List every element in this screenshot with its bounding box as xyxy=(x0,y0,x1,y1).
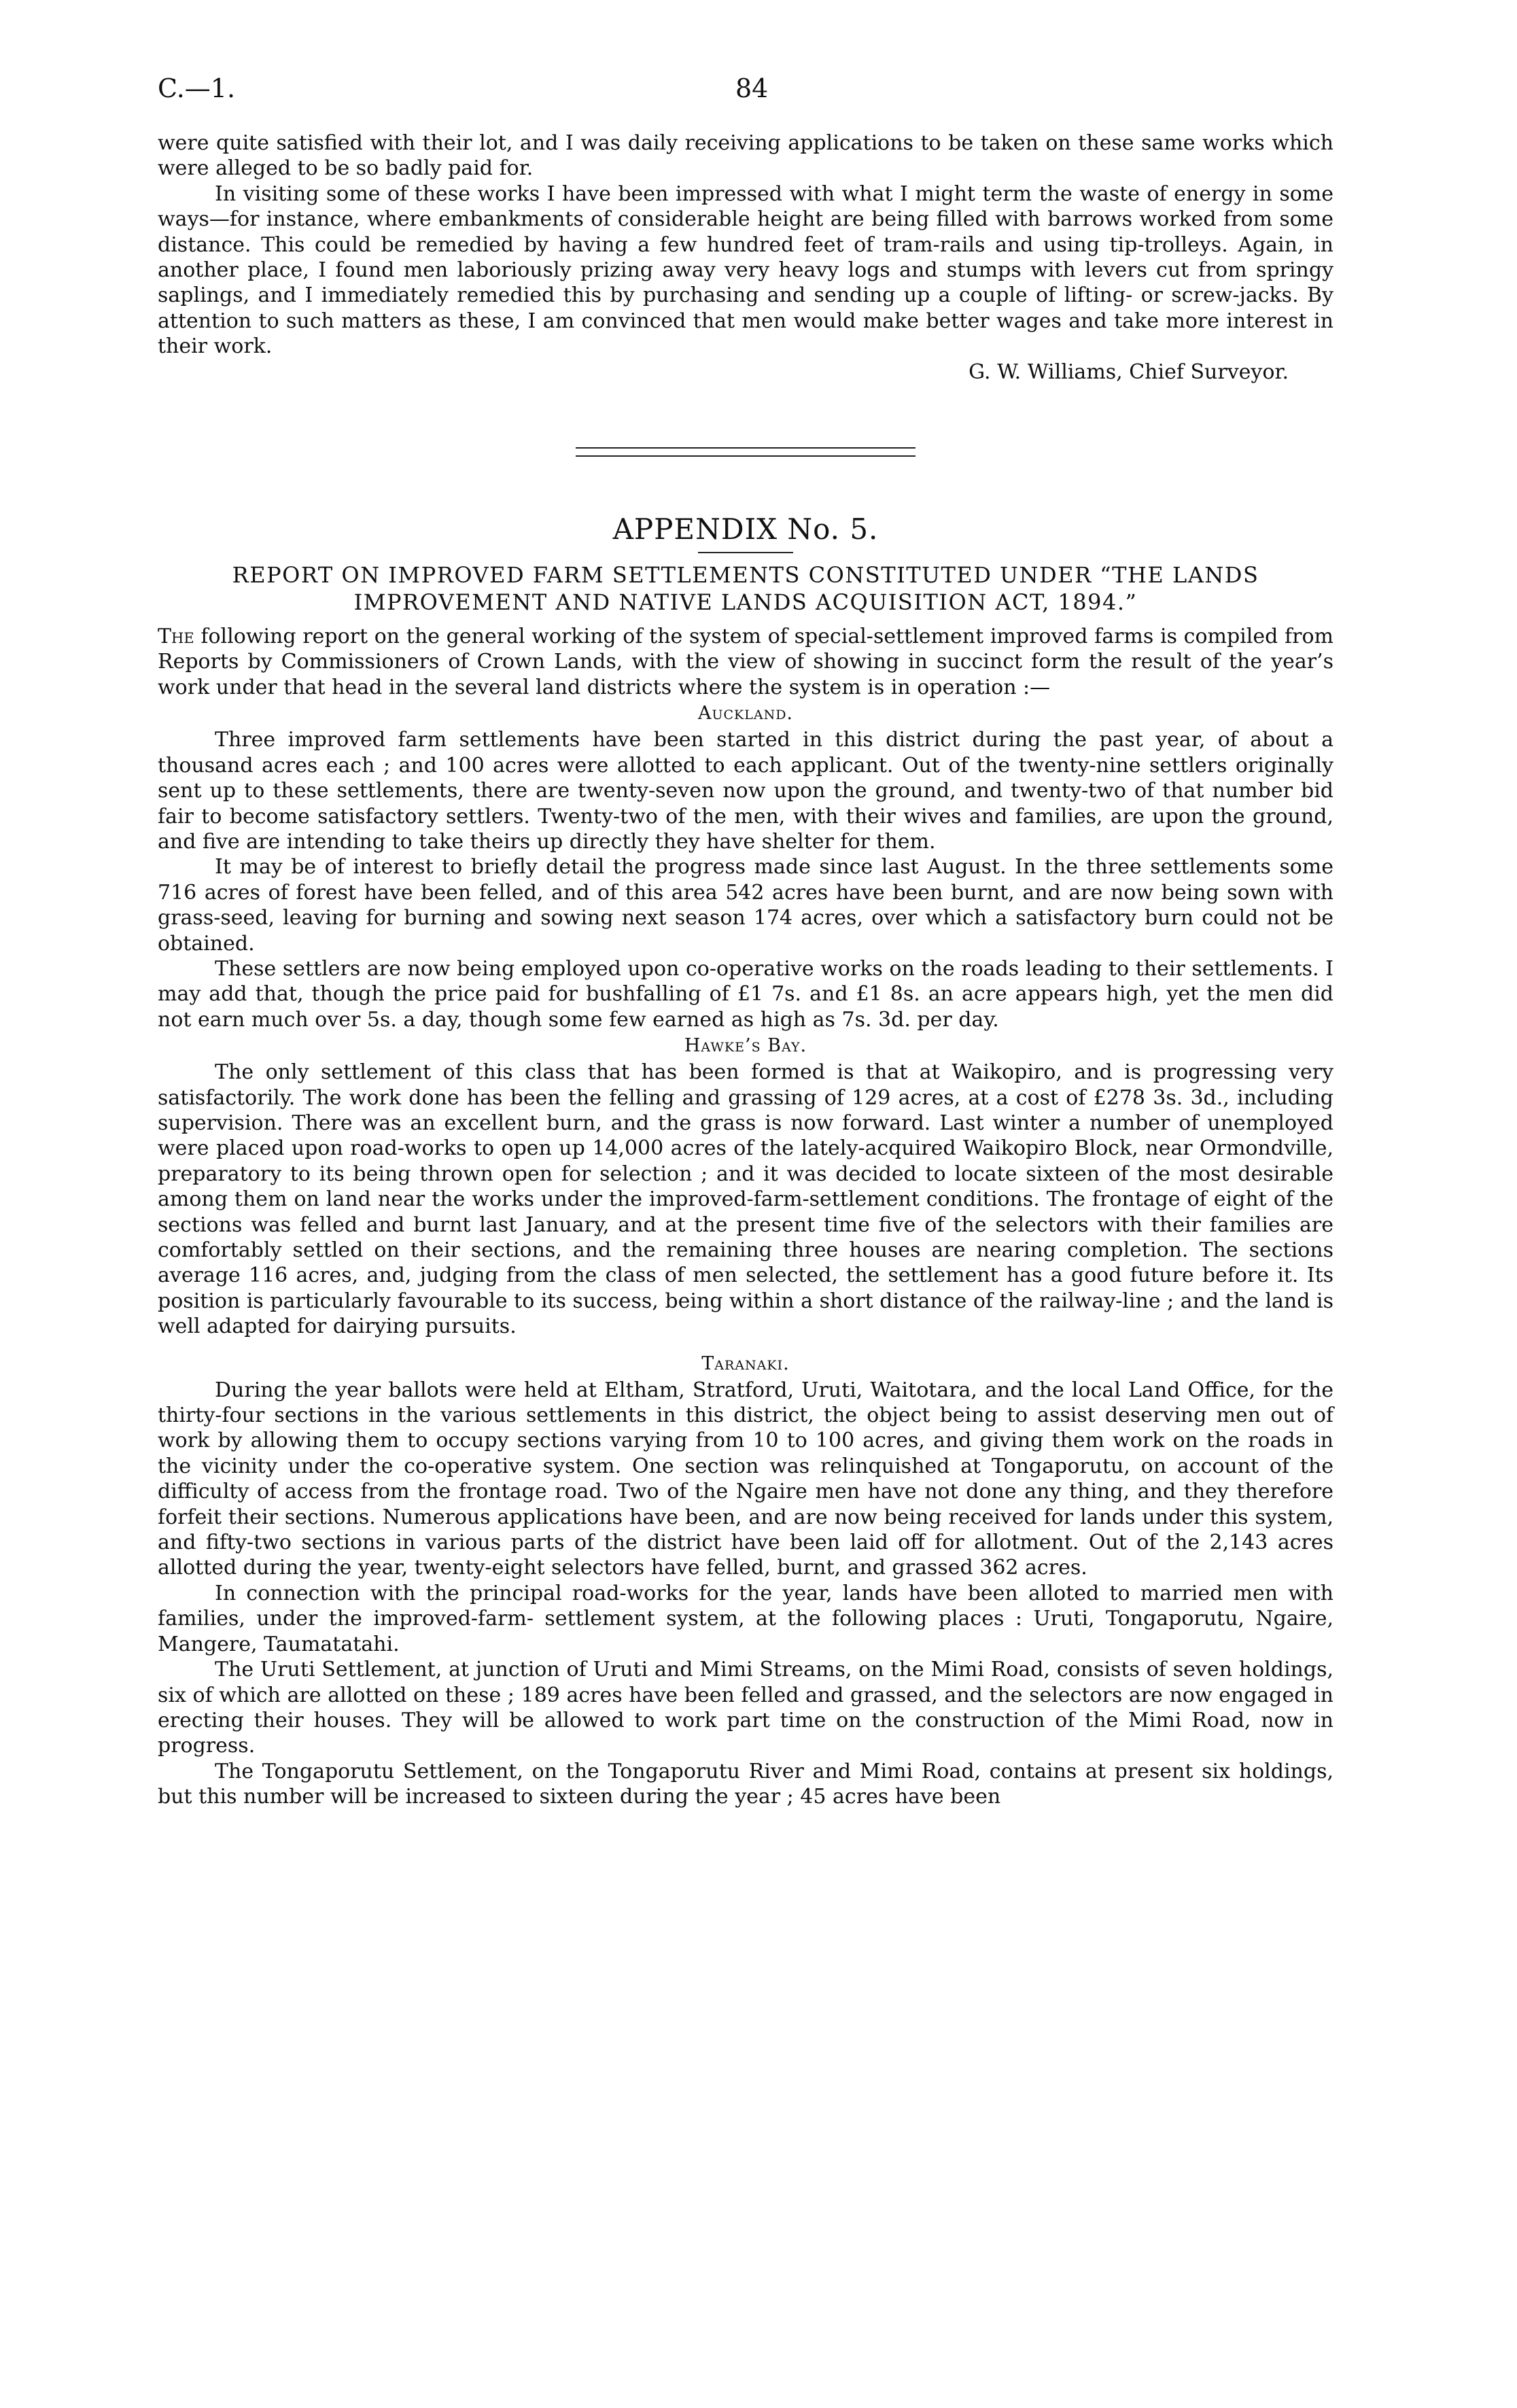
heading-hawkes-bay: Hawke’s Bay. xyxy=(684,1035,807,1057)
intro-paragraph-2: In visiting some of these works I have been impressed with what I might term the waste of energy in some ways—for instance, where embankments of considerable height are being filled with barrows worked from some distance. This could be remedied by having a few hundred feet of tram-rails and using tip-trolleys. Again, in another place, I found men laboriously prizing away very heavy logs and stumps with levers cut from springy saplings, and I immediately remedied this by purchasing and sending up a couple of lifting- or screw-jacks. By attention to such matters as these, I am convinced that men would make better wages and take more interest in their work. xyxy=(158,181,1333,359)
hawkes-bay-paragraph-1: The only settlement of this class that has been formed is that at Waikopiro, and is progressing very satisfactorily. The work done has been the felling and grassing of 129 acres, at a cost of £278 3s. 3d., including supervision. There was an excellent burn, and the grass is now forward. Last winter a number of unemployed were placed upon road-works to open up 14,000 acres of the lately-acquired Waikopiro Block, near Ormondville, preparatory to its being thrown open for selection ; and it was decided to locate sixteen of the most desirable among them on land near the works under the improved-farm-settlement conditions. The frontage of eight of the sections was felled and burnt last January, and at the present time five of the selectors with their families are comfortably settled on their sections, and the remaining three houses are nearing completion. The sections average 116 acres, and, judging from the class of men selected, the settlement has a good future before it. Its position is particularly favourable to its success, being within a short distance of the railway-line ; and the land is well adapted for dairying pursuits. xyxy=(158,1060,1333,1339)
document-reference: C.—1. xyxy=(158,73,236,103)
page-header xyxy=(158,73,1333,114)
appendix-title: APPENDIX No. 5. xyxy=(612,512,879,546)
report-intro-paragraph xyxy=(158,624,1333,700)
page-body xyxy=(158,130,1333,1810)
lead-word: The xyxy=(158,625,194,649)
auckland-paragraph-3: These settlers are now being employed upon co-operative works on the roads leading to their settlements. I may add that, though the price paid for bushfalling of £1 7s. and £1 8s. an acre appears high, yet the men did not earn much over 5s. a day, though some few earned as high as 7s. 3d. per day. xyxy=(158,956,1333,1032)
heading-taranaki: Taranaki. xyxy=(701,1353,790,1374)
title-underline xyxy=(698,552,793,553)
report-title: REPORT ON IMPROVED FARM SETTLEMENTS CONSTITUTED UNDER “THE LANDS IMPROVEMENT AND NATIVE LANDS ACQUISITION ACT, 1894.” xyxy=(232,562,1259,616)
taranaki-paragraph-2: In connection with the principal road-works for the year, lands have been alloted to married men with families, under the improved-farm- settlement system, at the following places : Uruti, Tongaporutu, Ngaire, Mangere, Taumatatahi. xyxy=(158,1581,1333,1656)
intro-paragraph-1: were quite satisfied with their lot, and I was daily receiving applications to be taken on these same works which were alleged to be so badly paid for. xyxy=(158,131,1333,181)
auckland-paragraph-1: Three improved farm settlements have been started in this district during the past year, of about a thousand acres each ; and 100 acres were allotted to each applicant. Out of the twenty-nine settlers originally sent up to these settlements, there are twenty-seven now upon the ground, and twenty-two of that number bid fair to become satisfactory settlers. Twenty-two of the men, with their wives and families, are upon the ground, and five are intending to take theirs up directly they have shelter for them. xyxy=(158,728,1333,854)
page-number: 84 xyxy=(735,73,769,103)
section-divider xyxy=(576,447,916,457)
signature-line: G. W. Williams, Chief Surveyor. xyxy=(969,360,1289,384)
taranaki-paragraph-4: The Tongaporutu Settlement, on the Tongaporutu River and Mimi Road, contains at present six holdings, but this number will be increased to sixteen during the year ; 45 acres have been xyxy=(158,1759,1333,1809)
auckland-paragraph-2: It may be of interest to briefly detail the progress made since last August. In the three settlements some 716 acres of forest have been felled, and of this area 542 acres have been burnt, and are now being sown with grass-seed, leaving for burning and sowing next season 174 acres, over which a satisfactory burn could not be obtained. xyxy=(158,855,1333,956)
taranaki-paragraph-1: During the year ballots were held at Eltham, Stratford, Uruti, Waitotara, and the local Land Office, for the thirty-four sections in the various settlements in this district, the object being to assist deserving men out of work by allowing them to occupy sections varying from 10 to 100 acres, and giving them work on the roads in the vicinity under the co-operative system. One section was relinquished at Tongaporutu, on account of the difficulty of access from the frontage road. Two of the Ngaire men have not done any thing, and they therefore forfeit their sections. Numerous applications have been, and are now being received for lands under this system, and fifty-two sections in various parts of the district have been laid off for allotment. Out of the 2,143 acres allotted during the year, twenty-eight selectors have felled, burnt, and grassed 362 acres. xyxy=(158,1378,1333,1580)
heading-auckland: Auckland. xyxy=(697,703,794,725)
taranaki-paragraph-3: The Uruti Settlement, at junction of Uruti and Mimi Streams, on the Mimi Road, consists of seven holdings, six of which are allotted on these ; 189 acres have been felled and grassed, and the selectors are now engaged in erecting their houses. They will be allowed to work part time on the construction of the Mimi Road, now in progress. xyxy=(158,1658,1333,1758)
spacer xyxy=(158,1340,1333,1350)
lead-text: following report on the general working of the system of special-settlement improved farms is compiled from Reports by Commissioners of Crown Lands, with the view of showing in succinct form the result of the year’s work under that head in the several land districts where the system is in operation :— xyxy=(158,625,1333,699)
